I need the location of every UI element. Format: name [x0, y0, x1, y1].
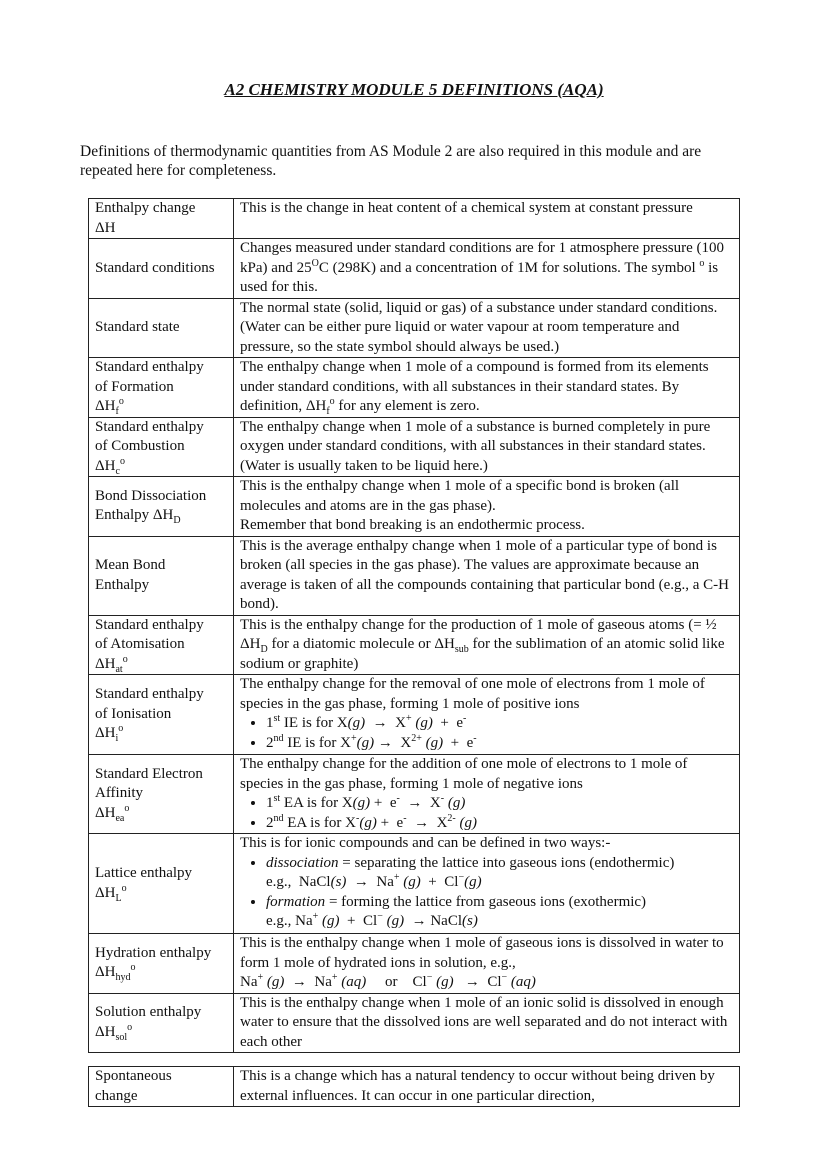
definition-cell: This is the enthalpy change for the production of 1 mole of gaseous atoms (= ½ $\Delta H_D$ for a diatomic molecule or $\Delta H_{sub}$ for the sublimation of an atomic solid like sodium or graphite)	[234, 615, 740, 675]
definition-cell: The enthalpy change when 1 mole of a compound is formed from its elements under standard conditions, with all substances in their standard states. By definition, $\Delta H_f^o$ for any element is zero.	[234, 358, 740, 418]
term-cell: Standard enthalpy of Combustion $\Delta H_c^o$	[89, 417, 234, 477]
list-item: • 1st IE is for X(g) → X+ (g) + e-	[266, 714, 733, 734]
table-row	[89, 834, 740, 934]
term-cell: Standard enthalpy of Formation $\Delta H_f^o$	[89, 358, 234, 418]
term-cell: Mean Bond Enthalpy	[89, 536, 234, 615]
definition-cell: Changes measured under standard conditions are for 1 atmosphere pressure (100 kPa) and $25^OC$ (298K) and a concentration of 1M for solutions. The symbol $^o$ is used for this.	[234, 239, 740, 299]
table-row	[89, 239, 740, 299]
table-row	[89, 993, 740, 1053]
table-row	[89, 417, 740, 477]
definitions-table-2	[88, 1066, 740, 1107]
definition-cell: This is the enthalpy change when 1 mole of gaseous ions is dissolved in water to form 1 mole of hydrated ions in solution, e.g., Na+ (g) → Na+ (aq) or Cl− (g) → Cl− (aq)	[234, 934, 740, 994]
page-title: A2 CHEMISTRY MODULE 5 DEFINITIONS (AQA)	[224, 80, 604, 99]
table-row	[89, 1067, 740, 1107]
term-cell: Standard enthalpy of Atomisation $\Delta H_{at}^o$	[89, 615, 234, 675]
intro-paragraph: Definitions of thermodynamic quantities from AS Module 2 are also required in this module and are repeated here for completeness.	[80, 143, 702, 179]
definition-cell: This is for ionic compounds and can be defined in two ways:- • dissociation = separating the lattice into gaseous ions (endothermic) e.g., NaCl(s) → Na+ (g) + Cl−(g) • formation = forming the lattice from gaseous ions (exothermic) e.g., Na+ (g) + Cl− (g) → NaCl(s)	[234, 834, 740, 934]
definition-cell: This is the change in heat content of a chemical system at constant pressure	[234, 199, 740, 239]
definition-cell: This is the enthalpy change when 1 mole of a specific bond is broken (all molecules and atoms are in the gas phase). Remember that bond breaking is an endothermic process.	[234, 477, 740, 537]
definition-cell: The enthalpy change for the addition of one mole of electrons to 1 mole of species in the gas phase, forming 1 mole of negative ions • 1st EA is for X(g) + e- → X- (g) • 2nd EA is for $X^-(g) + e^- \to X^{2-}$ (g)	[234, 755, 740, 834]
table-row	[89, 298, 740, 358]
list-item: • 1st EA is for X(g) + e- → X- (g)	[266, 794, 733, 814]
definition-cell: The enthalpy change when 1 mole of a substance is burned completely in pure oxygen under standard conditions, with all substances in their standard states. (Water is usually taken to be liquid here.)	[234, 417, 740, 477]
definitions-table	[88, 198, 740, 1053]
list-item: • dissociation = separating the lattice into gaseous ions (endothermic) e.g., NaCl(s) → Na+ (g) + Cl−(g)	[266, 854, 733, 893]
list-item: • 2nd EA is for $X^-(g) + e^- \to X^{2-}$ (g)	[266, 814, 733, 834]
definition-cell: The enthalpy change for the removal of one mole of electrons from 1 mole of species in the gas phase, forming 1 mole of positive ions • 1st IE is for X(g) → X+ (g) + e- • 2nd IE is for $X^+(g) \to X^{2+}$ (g) + e-	[234, 675, 740, 755]
term-cell: Standard Electron Affinity $\Delta H_{ea}^o$	[89, 755, 234, 834]
table-row	[89, 934, 740, 994]
term-cell: Standard state	[89, 298, 234, 358]
definition-cell: This is the average enthalpy change when 1 mole of a particular type of bond is broken (all species in the gas phase). The values are approximate because an average is taken of all the compounds containing that particular bond (e.g., a C-H bond).	[234, 536, 740, 615]
table-row	[89, 477, 740, 537]
term-cell: Spontaneous change	[89, 1067, 234, 1107]
table-row	[89, 615, 740, 675]
term-cell: Lattice enthalpy $\Delta H_L^o$	[89, 834, 234, 934]
definition-cell: The normal state (solid, liquid or gas) of a substance under standard conditions. (Water can be either pure liquid or water vapour at room temperature and pressure, so the state symbol should always be used.)	[234, 298, 740, 358]
table-row	[89, 536, 740, 615]
term-cell: Standard conditions	[89, 239, 234, 299]
table-row	[89, 199, 740, 239]
table-row	[89, 755, 740, 834]
term-cell: Solution enthalpy $\Delta H_{sol}^o$	[89, 993, 234, 1053]
definition-cell: This is the enthalpy change when 1 mole of an ionic solid is dissolved in enough water to ensure that the dissolved ions are well separated and do not interact with each other	[234, 993, 740, 1053]
term-cell: Bond Dissociation Enthalpy $\Delta H_D$	[89, 477, 234, 537]
term-cell: Hydration enthalpy $\Delta H_{hyd}^o$	[89, 934, 234, 994]
definition-cell: This is a change which has a natural tendency to occur without being driven by external influences. It can occur in one particular direction,	[234, 1067, 740, 1107]
term-cell: Standard enthalpy of Ionisation $\Delta H_i^o$	[89, 675, 234, 755]
list-item: • formation = forming the lattice from gaseous ions (exothermic) e.g., Na+ (g) + Cl− (g) → NaCl(s)	[266, 893, 733, 932]
term-cell: Enthalpy change ΔH	[89, 199, 234, 239]
list-item: • 2nd IE is for $X^+(g) \to X^{2+}$ (g) + e-	[266, 734, 733, 754]
table-row	[89, 675, 740, 755]
table-row	[89, 358, 740, 418]
